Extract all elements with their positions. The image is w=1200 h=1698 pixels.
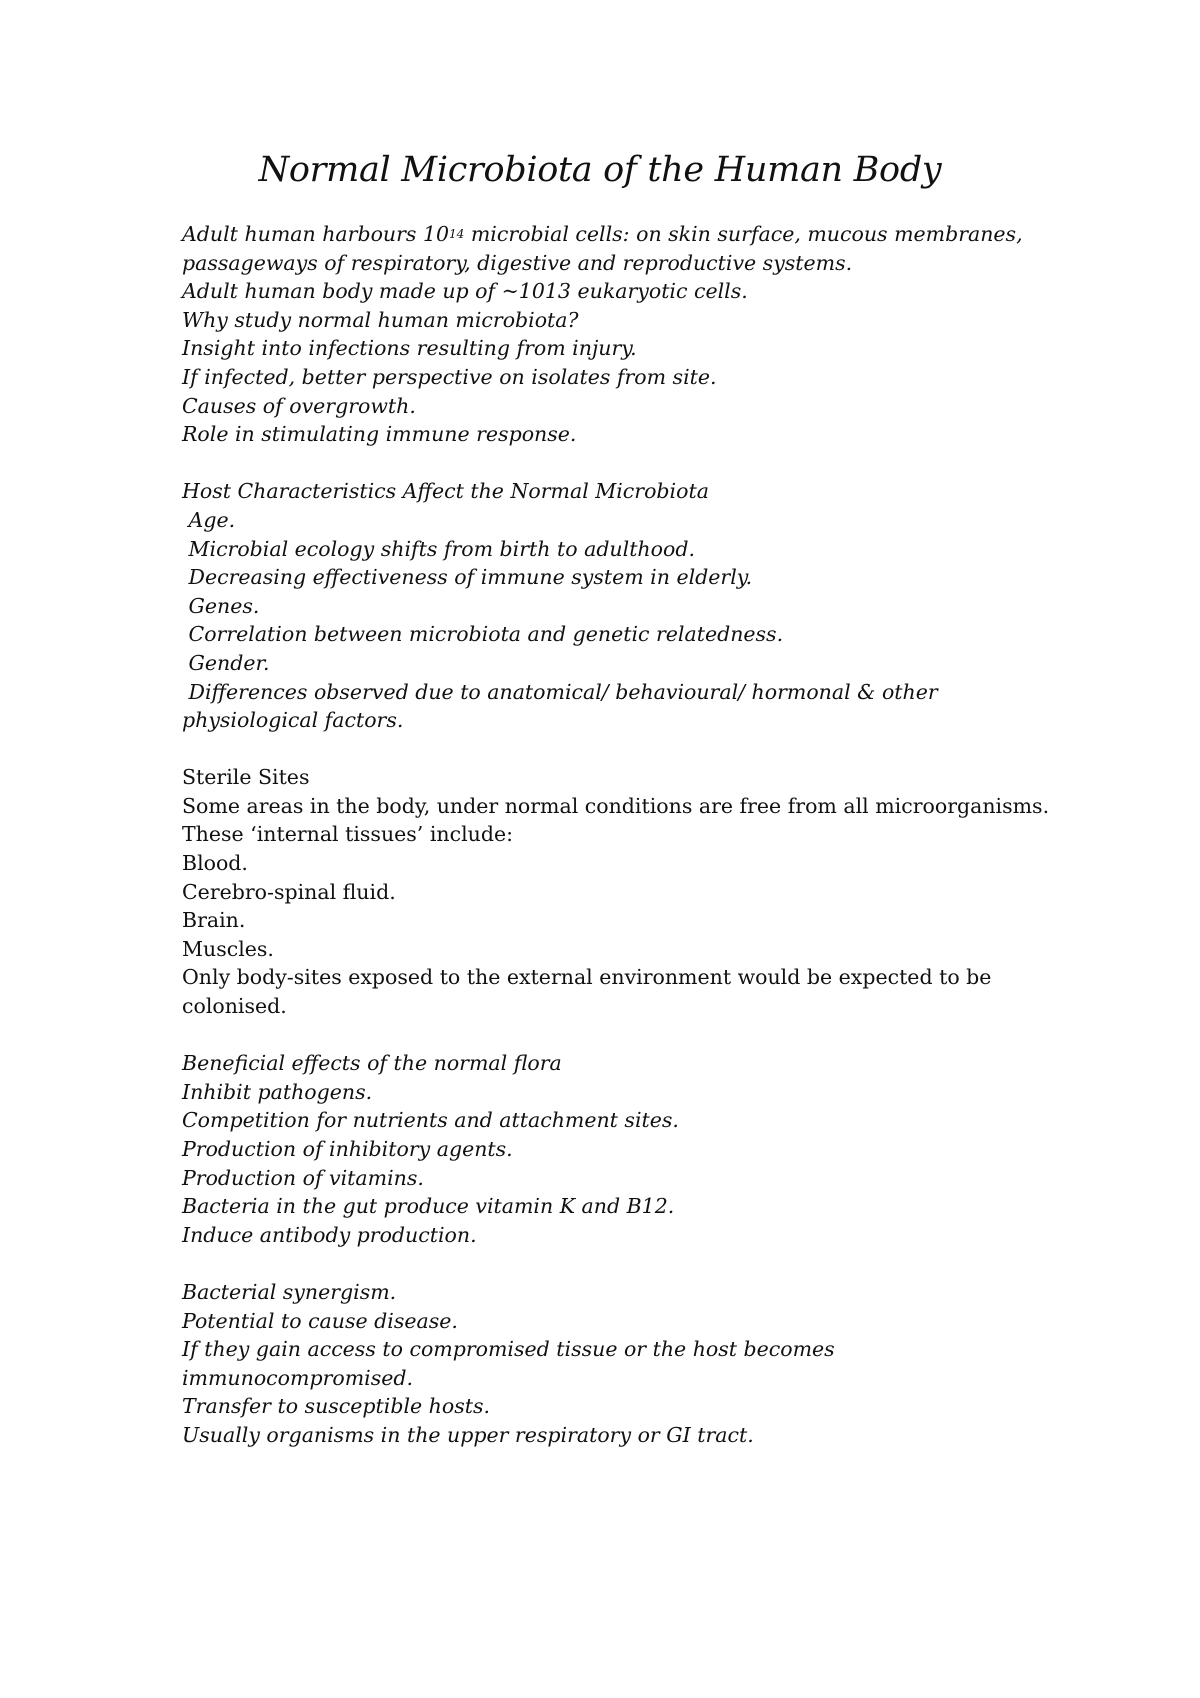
intro-text-before-exponent: Adult human harbours 10: [182, 222, 450, 246]
text-line: Bacterial synergism.: [182, 1279, 397, 1304]
text-line: Some areas in the body, under normal conditions are free from all microorganisms.: [182, 793, 1050, 818]
text-line: Genes.: [182, 593, 260, 618]
text-line: Sterile Sites: [182, 765, 310, 790]
text-line: Only body-sites exposed to the external environment would be expected to be: [182, 965, 992, 990]
text-line: Cerebro-spinal fluid.: [182, 879, 396, 904]
text-line: Muscles.: [182, 936, 274, 961]
beneficial-effects-section: [182, 1049, 1142, 1249]
document-body: [182, 220, 1142, 1478]
sterile-sites-lines: [182, 763, 1142, 1020]
beneficial-effects-lines: [182, 1049, 1142, 1249]
text-line: Inhibit pathogens.: [182, 1079, 373, 1104]
text-line: Decreasing effectiveness of immune system in elderly.: [182, 565, 753, 590]
text-line: Correlation between microbiota and genetic relatedness.: [182, 622, 784, 647]
text-line: Usually organisms in the upper respiratory or GI tract.: [182, 1422, 754, 1447]
intro-first-line: [182, 220, 1142, 249]
text-line: Age.: [182, 507, 236, 532]
text-line: Competition for nutrients and attachment sites.: [182, 1108, 679, 1133]
text-line: Blood.: [182, 851, 248, 876]
text-line: Bacteria in the gut produce vitamin K and B12.: [182, 1194, 675, 1219]
text-line: Why study normal human microbiota?: [182, 307, 579, 332]
text-line: colonised.: [182, 994, 287, 1019]
text-line: Insight into infections resulting from injury.: [182, 336, 637, 361]
exponent: 14: [449, 227, 465, 241]
text-line: Microbial ecology shifts from birth to adulthood.: [182, 536, 695, 561]
text-line: Differences observed due to anatomical/ behavioural/ hormonal & other: [182, 679, 938, 704]
text-line: Induce antibody production.: [182, 1222, 477, 1247]
host-characteristics-section: [182, 477, 1142, 734]
text-line: Gender.: [182, 650, 270, 675]
document-title: Normal Microbiota of the Human Body: [258, 150, 942, 190]
sterile-sites-section: [182, 763, 1142, 1020]
intro-text-after-exponent: microbial cells: on skin surface, mucous membranes,: [464, 222, 1023, 246]
text-line: Production of inhibitory agents.: [182, 1137, 513, 1161]
text-line: Transfer to susceptible hosts.: [182, 1394, 490, 1419]
bacterial-synergism-section: [182, 1278, 1142, 1450]
text-line: Production of vitamins.: [182, 1165, 424, 1190]
text-line: physiological factors.: [182, 708, 404, 733]
text-line: Potential to cause disease.: [182, 1308, 458, 1333]
bacterial-synergism-lines: [182, 1278, 1142, 1450]
text-line: These ‘internal tissues’ include:: [182, 822, 514, 847]
intro-section: [182, 220, 1142, 449]
host-characteristics-lines: [182, 477, 1142, 734]
text-line: Host Characteristics Affect the Normal Microbiota: [182, 479, 709, 504]
text-line: Brain.: [182, 908, 246, 933]
text-line: Adult human body made up of ~1013 eukaryotic cells.: [182, 279, 748, 304]
text-line: passageways of respiratory, digestive and reproductive systems.: [182, 250, 853, 275]
text-line: Causes of overgrowth.: [182, 393, 416, 418]
text-line: If they gain access to compromised tissue or the host becomes: [182, 1337, 835, 1362]
text-line: Role in stimulating immune response.: [182, 422, 577, 447]
text-line: immunocompromised.: [182, 1365, 413, 1390]
text-line: Beneficial effects of the normal flora: [182, 1051, 562, 1076]
text-line: If infected, better perspective on isolates from site.: [182, 364, 717, 389]
intro-lines: [182, 249, 1142, 449]
